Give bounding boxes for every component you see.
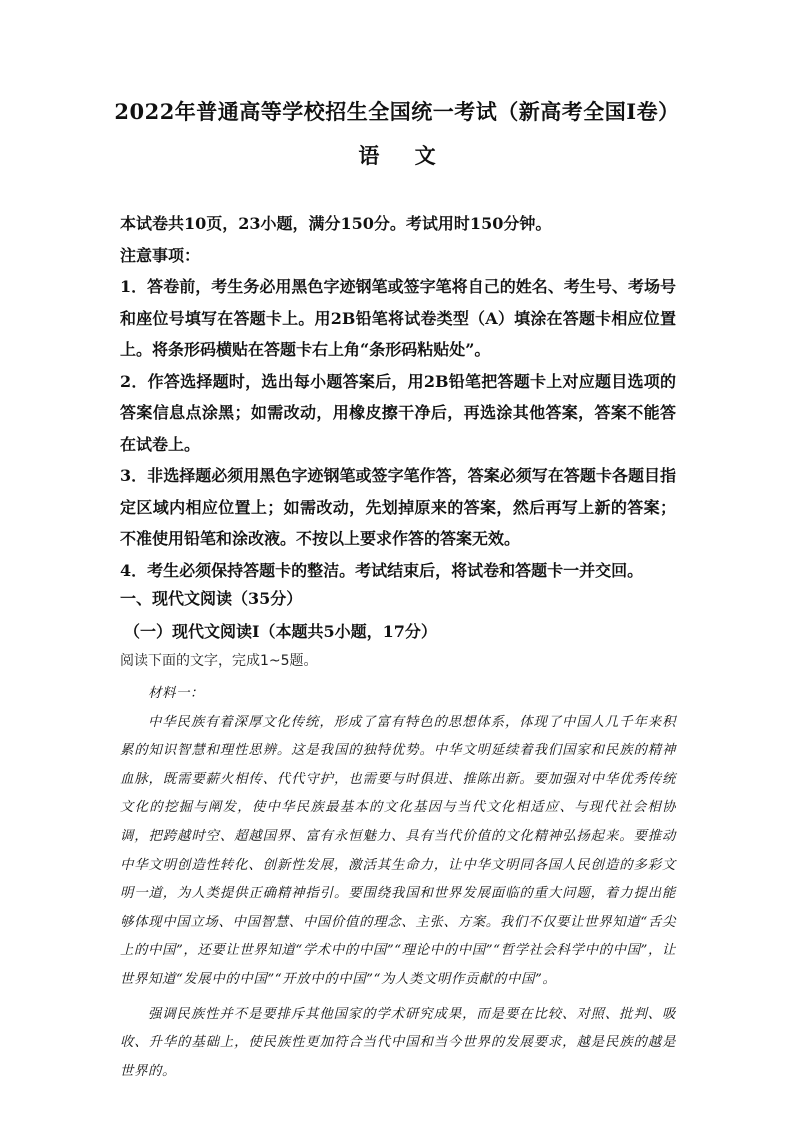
subject-title: 语 文: [358, 143, 450, 168]
passage-paragraph-1: 中华民族有着深厚文化传统，形成了富有特色的思想体系，体现了中国人几千年来积累的知识智慧和理性思辨。这是我国的独特优势。中华文明延续着我们国家和民族的精神血脉，既需要薪火相传、代代守护，也需要与时俱进、推陈出新。要加强对中华优秀传统文化的挖掘与阐发，使中华民族最基本的文化基因与当代文化相适应、与现代社会相协调，把跨越时空、超越国界、富有永恒魅力、具有当代价值的文化精神弘扬起来。要推动中华文明创造性转化、创新性发展，激活其生命力，让中华文明同各国人民创造的多彩文明一道，为人类提供正确精神指引。要围绕我国和世界发展面临的重大问题，着力提出能够体现中国立场、中国智慧、中国价值的理念、主张、方案。我们不仅要让世界知道“舌尖上的中国”，还要让世界知道“学术中的中国”“理论中的中国”“哲学社会科学中的中国”，让世界知道“发展中的中国”“开放中的中国”“为人类文明作贡献的中国”。: [120, 714, 676, 987]
passage-paragraph-2: 强调民族性并不是要排斥其他国家的学术研究成果，而是要在比较、对照、批判、吸收、升华的基础上，使民族性更加符合当代中国和当今世界的发展要求，越是民族的越是世界的。: [120, 1006, 676, 1079]
note-item-2: 2．作答选择题时，选出每小题答案后，用2B铅笔把答题卡上对应题目选项的答案信息点涂黑；如需改动，用橡皮擦干净后，再选涂其他答案，答案不能答在试卷上。: [120, 371, 676, 454]
exam-title: 2022年普通高等学校招生全国统一考试（新高考全国Ⅰ卷）: [114, 99, 680, 124]
note-item-4: 4．考生必须保持答题卡的整洁。考试结束后，将试卷和答题卡一并交回。: [120, 560, 644, 580]
exam-notes: [120, 208, 676, 586]
material-label: 材料一：: [148, 686, 204, 701]
reading-instruction: 阅读下面的文字，完成1~5题。: [120, 653, 318, 669]
section-heading-part1-sub: （一）现代文阅读Ⅰ（本题共5小题，17分）: [124, 622, 437, 641]
note-item-3: 3．非选择题必须用黑色字迹钢笔或签字笔作答，答案必须写在答题卡各题目指定区域内相应位置上；如需改动，先划掉原来的答案，然后再写上新的答案；不准使用铅笔和涂改液。不按以上要求作答的答案无效。: [120, 466, 676, 548]
note-item-1: 1．答卷前，考生务必用黑色字迹钢笔或签字笔将自己的姓名、考生号、考场号和座位号填写在答题卡上。用2B铅笔将试卷类型（A）填涂在答题卡相应位置上。将条形码横贴在答题卡右上角“条形码粘贴处”。: [120, 277, 676, 359]
exam-intro: 本试卷共10页，23小题，满分150分。考试用时150分钟。: [120, 214, 552, 233]
reading-passage: [120, 680, 676, 1086]
section-heading-part1: 一、现代文阅读（35分）: [120, 589, 303, 608]
notes-heading: 注意事项：: [120, 245, 201, 265]
